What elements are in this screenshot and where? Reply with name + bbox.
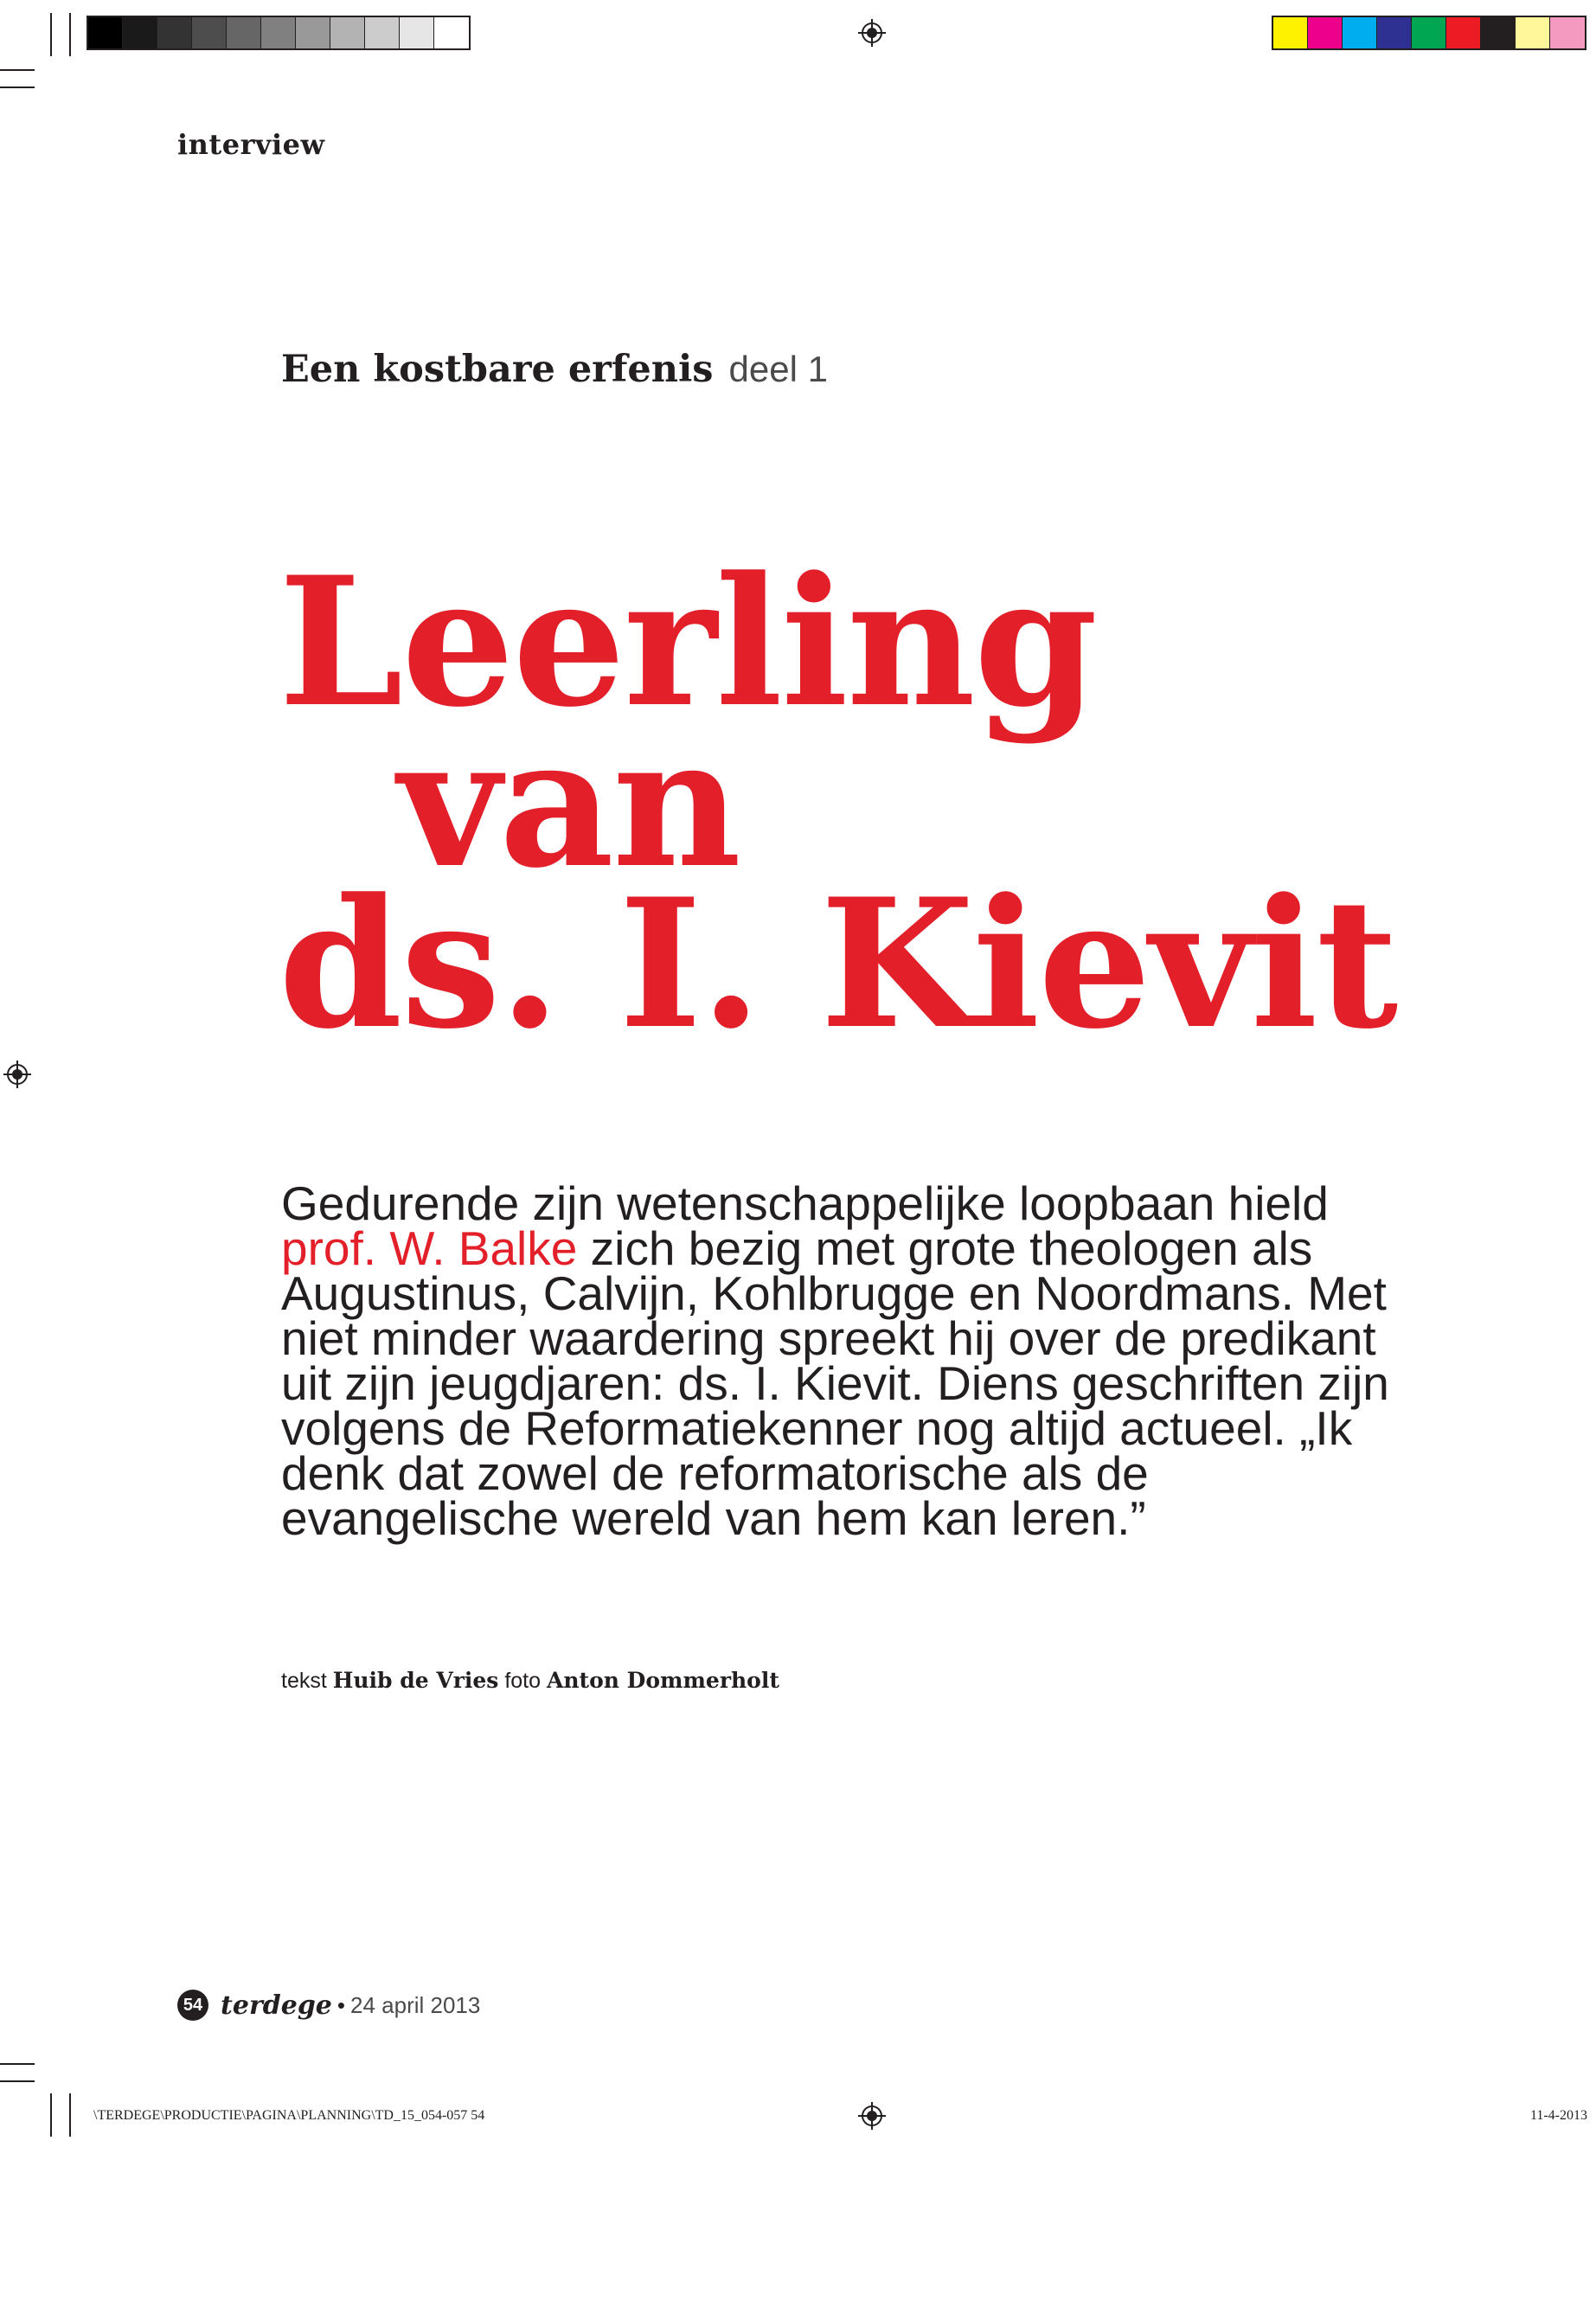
color-patch <box>1308 17 1343 48</box>
intro-text-end: zich bezig met grote theologen als Augustinus, Calvijn, Kohlbrugge en Noordmans. Met niet minder waardering spreekt hij over de predikant uit zijn jeugdjaren: ds. I. Kievit. Diens geschriften zijn volgens de Reformatiekenner nog altijd actueel. „Ik denk dat zowel de reformatorische als de evangelische wereld van hem kan leren.” <box>281 1221 1389 1545</box>
series-title: Een kostbare erfenis <box>281 348 714 391</box>
headline-line-1: Leerling <box>279 539 1097 747</box>
color-patch <box>1550 17 1585 48</box>
gray-patch <box>365 17 400 48</box>
intro-highlight-name: prof. W. Balke <box>281 1221 578 1275</box>
crop-mark <box>69 13 71 56</box>
series-part: deel 1 <box>728 349 828 389</box>
magazine-logo: terdege <box>221 1990 332 2021</box>
registration-mark-icon <box>858 19 886 47</box>
gray-patch <box>330 17 365 48</box>
headline <box>279 539 1397 1068</box>
byline-author: Huib de Vries <box>332 1668 499 1693</box>
gray-patch <box>227 17 261 48</box>
color-patch <box>1273 17 1308 48</box>
color-patch <box>1412 17 1446 48</box>
crop-mark <box>0 2080 35 2082</box>
intro-text-start: Gedurende zijn wetenschappelijke loopbaan hield <box>281 1176 1329 1230</box>
grayscale-bar <box>87 16 471 50</box>
byline-photo-label: foto <box>504 1669 542 1693</box>
headline-line-2: van <box>398 700 740 907</box>
color-patch <box>1481 17 1516 48</box>
folio-separator: • <box>337 1991 345 2018</box>
slug-date: 11-4-2013 <box>1529 2108 1587 2123</box>
color-patch <box>1516 17 1550 48</box>
section-label: interview <box>177 128 325 161</box>
crop-mark <box>50 2093 52 2137</box>
page-number: 54 <box>177 1990 208 2021</box>
slug-path: \TERDEGE\PRODUCTIE\PAGINA\PLANNING\TD_15_054-057 54 <box>93 2108 485 2123</box>
color-patch <box>1343 17 1377 48</box>
crop-mark <box>50 13 52 56</box>
byline-text-label: tekst <box>281 1669 327 1693</box>
folio <box>177 1990 480 2021</box>
gray-patch <box>296 17 330 48</box>
byline <box>281 1668 779 1694</box>
series-kicker <box>281 348 828 391</box>
registration-mark-icon <box>3 1061 31 1088</box>
color-patch <box>1446 17 1481 48</box>
registration-mark-icon <box>858 2102 886 2130</box>
crop-mark <box>0 2063 35 2065</box>
crop-mark <box>0 87 35 88</box>
color-bar <box>1272 16 1586 50</box>
intro-paragraph <box>281 1176 1406 1545</box>
color-patch <box>1377 17 1412 48</box>
gray-patch <box>261 17 296 48</box>
byline-photographer: Anton Dommerholt <box>546 1668 779 1693</box>
crop-mark <box>0 69 35 71</box>
gray-patch <box>192 17 227 48</box>
gray-patch <box>400 17 434 48</box>
gray-patch <box>157 17 192 48</box>
gray-patch <box>123 17 157 48</box>
gray-patch <box>88 17 123 48</box>
crop-mark <box>69 2093 71 2137</box>
headline-line-3: ds. I. Kievit <box>279 861 1397 1068</box>
gray-patch <box>434 17 469 48</box>
issue-date: 24 april 2013 <box>350 1991 481 2018</box>
